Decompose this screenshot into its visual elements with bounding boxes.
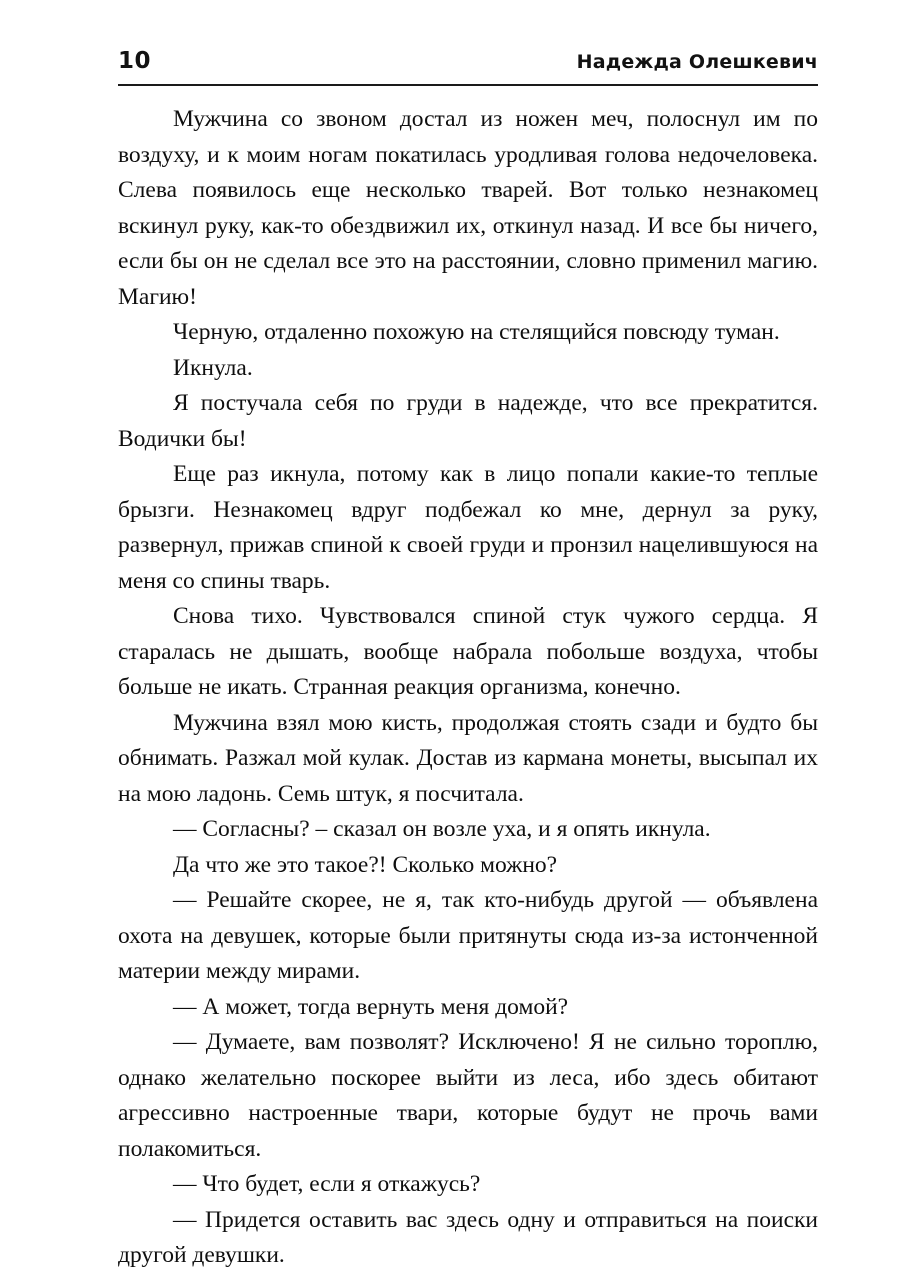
paragraph: Черную, отдаленно похожую на стелящийся повсюду туман.	[173, 319, 780, 345]
header-divider	[118, 84, 818, 86]
paragraph: — Решайте скорее, не я, так кто-нибудь другой — объявлена охота на девушек, которые были притянуты сюда из-за истонченной материи между мирами.	[118, 887, 818, 984]
paragraph: Еще раз икнула, потому как в лицо попали какие-то теплые брызги. Незнакомец вдруг подбежал ко мне, дернул за руку, развернул, прижав спиной к своей груди и пронзил нацелившуюся на меня со спины тварь.	[118, 461, 818, 594]
paragraph: Мужчина со звоном достал из ножен меч, полоснул им по воздуху, и к моим ногам покатилась уродливая голова недочеловека. Слева появилось еще несколько тварей. Вот только незнакомец вскинул руку, как-то обездвижил их, откинул назад. И все бы ничего, если бы он не сделал все это на расстоянии, словно применил магию. Магию!	[118, 106, 818, 310]
paragraph: Да что же это такое?! Сколько можно?	[173, 851, 558, 878]
body-text	[118, 102, 818, 1274]
paragraph: — Что будет, если я откажусь?	[173, 1171, 481, 1197]
paragraph: Я постучала себя по груди в надежде, что все прекратится. Водички бы!	[118, 390, 818, 452]
paragraph: — Придется оставить вас здесь одну и отправиться на поиски другой девушки.	[118, 1206, 818, 1268]
paragraph: — Думаете, вам позволят? Исключено! Я не сильно тороплю, однако желательно поскорее выйти из леса, ибо здесь обитают агрессивно настроенные твари, которые будут не прочь вами полакомиться.	[118, 1029, 818, 1162]
paragraph: Икнула.	[173, 354, 253, 381]
page-header	[118, 48, 818, 74]
paragraph: Снова тихо. Чувствовался спиной стук чужого сердца. Я старалась не дышать, вообще набрала побольше воздуха, чтобы больше не икать. Странная реакция организма, конечно.	[118, 603, 818, 700]
paragraph: Мужчина взял мою кисть, продолжая стоять сзади и будто бы обнимать. Разжал мой кулак. Достав из кармана монеты, высыпал их на мою ладонь. Семь штук, я посчитала.	[118, 709, 818, 807]
paragraph: — Согласны? – сказал он возле уха, и я опять икнула.	[173, 816, 711, 842]
page-number: 10	[118, 48, 152, 74]
running-title: Надежда Олешкевич	[576, 51, 818, 73]
page-content	[118, 48, 818, 1274]
paragraph: — А может, тогда вернуть меня домой?	[173, 993, 569, 1020]
